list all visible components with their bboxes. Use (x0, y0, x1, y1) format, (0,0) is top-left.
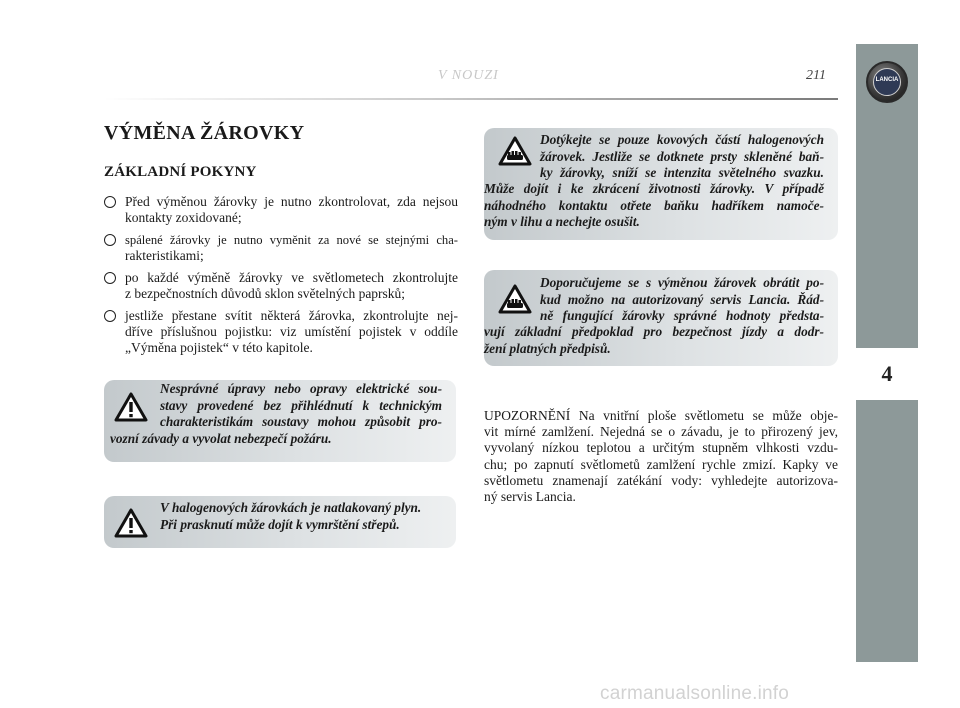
paragraph-line: ný servis Lancia. (484, 489, 576, 505)
warning-line: ně fungující žárovky správné hodnoty předsta- (540, 308, 824, 323)
warning-line: Při prasknutí může dojít k vymrštění střepů. (160, 516, 400, 532)
paragraph-line: chu; po zapnutí světlometů zamlžení rychle zmizí. Kapky ve (484, 456, 838, 472)
warning-box-service-recommendation (484, 270, 838, 366)
warning-line: vozní závady a vyvolat nebezpečí požáru. (110, 431, 332, 446)
warning-line: žení platných předpisů. (484, 340, 611, 356)
list-item (104, 194, 458, 226)
logo-badge (873, 68, 901, 96)
warning-text (160, 500, 421, 533)
page-title: VÝMĚNA ŽÁROVKY (104, 122, 305, 144)
list-item-text: z bezpečnostních důvodů sklon světelných paprsků; (125, 286, 406, 301)
chapter-side-tab (856, 44, 918, 662)
bullet-circle-icon (104, 272, 116, 284)
page-number: 211 (806, 68, 826, 83)
warning-line: náhodného kontaktu otřete baňku hadříkem namoče- (484, 197, 824, 213)
warning-line: stavy provedené bez přihlédnutí k technickým (160, 397, 442, 413)
warning-line: vují základní předpoklad pro bezpečnost jízdy a dodr- (484, 324, 824, 339)
instruction-list (104, 194, 458, 362)
warning-box-electrical (104, 380, 456, 462)
fogging-note-paragraph (484, 408, 838, 505)
warning-line: Dotýkejte se pouze kovových částí halogenových (540, 132, 824, 147)
logo-text: LANCIA (875, 77, 899, 83)
warning-line: Nesprávné úpravy nebo opravy elektrické sou- (160, 381, 442, 396)
list-item (104, 270, 458, 302)
warning-line: charakteristikám soustavy mohou způsobit pro- (160, 414, 442, 429)
list-item (104, 308, 458, 356)
warning-line: ným v lihu a nechejte osušit. (484, 214, 640, 229)
warning-line: kud možno na autorizovaný servis Lancia. Řád- (540, 291, 824, 307)
bullet-circle-icon (104, 310, 116, 322)
bullet-circle-icon (104, 234, 116, 246)
site-watermark: carmanualsonline.info (600, 683, 790, 704)
paragraph-line: vit mírné zamlžení. Nejedná se o závadu, je to přirozený jev, (484, 424, 838, 440)
list-item-text: dříve příslušnou pojistku: viz umístění pojistek v oddíle (125, 324, 458, 339)
paragraph-line: UPOZORNĚNÍ Na vnitřní ploše světlometu se může obje- (484, 408, 838, 423)
header-divider (104, 98, 838, 100)
list-item-text: spálené žárovky je nutno vyměnit za nové se stejnými cha- (125, 233, 458, 247)
warning-text-tail (110, 431, 332, 448)
warning-triangle-icon (114, 508, 148, 538)
bullet-circle-icon (104, 196, 116, 208)
list-item-text: po každé výměně žárovky ve světlometech zkontrolujte (125, 270, 458, 285)
warning-text-tail (484, 324, 838, 357)
list-item-text: jestliže přestane svítit některá žárovka, zkontrolujte nej- (125, 308, 458, 323)
running-header-section: V NOUZI (438, 68, 499, 83)
warning-box-pressurized-gas (104, 496, 456, 548)
list-item-text: kontakty zoxidované; (125, 210, 242, 225)
warning-line: Může dojít i ke zkrácení životnosti žárovky. V případě (484, 181, 824, 196)
list-item-text: Před výměnou žárovky je nutno zkontrolovat, zda nejsou (125, 194, 458, 209)
warning-text (104, 381, 456, 431)
warning-line: ky žárovky, sníží se intenzita světelného svazku. (540, 165, 824, 180)
warning-line: žárovek. Jestliže se dotknete prsty skleněné baň- (540, 148, 824, 164)
paragraph-line: světlometu znamenají zatékání vody: vyhledejte autorizova- (484, 472, 838, 488)
warning-line: V halogenových žárovkách je natlakovaný plyn. (160, 500, 422, 515)
warning-text (484, 275, 838, 325)
list-item-text: „Výměna pojistek“ v této kapitole. (125, 340, 313, 355)
chapter-number: 4 (881, 361, 893, 386)
list-item (104, 232, 458, 264)
paragraph-line: vyvolaný nízkou teplotou a určitým stupněm vlhkosti vzdu- (484, 440, 838, 456)
section-title: ZÁKLADNÍ POKYNY (104, 164, 257, 180)
warning-box-halogen-touch (484, 128, 838, 240)
warning-text (484, 132, 838, 182)
list-item-text: rakteristikami; (125, 248, 204, 263)
lancia-logo-icon (866, 61, 908, 103)
warning-line: Doporučujeme se s výměnou žárovek obrátit po- (540, 275, 824, 290)
chapter-marker (856, 348, 918, 400)
warning-text-tail (484, 181, 838, 231)
